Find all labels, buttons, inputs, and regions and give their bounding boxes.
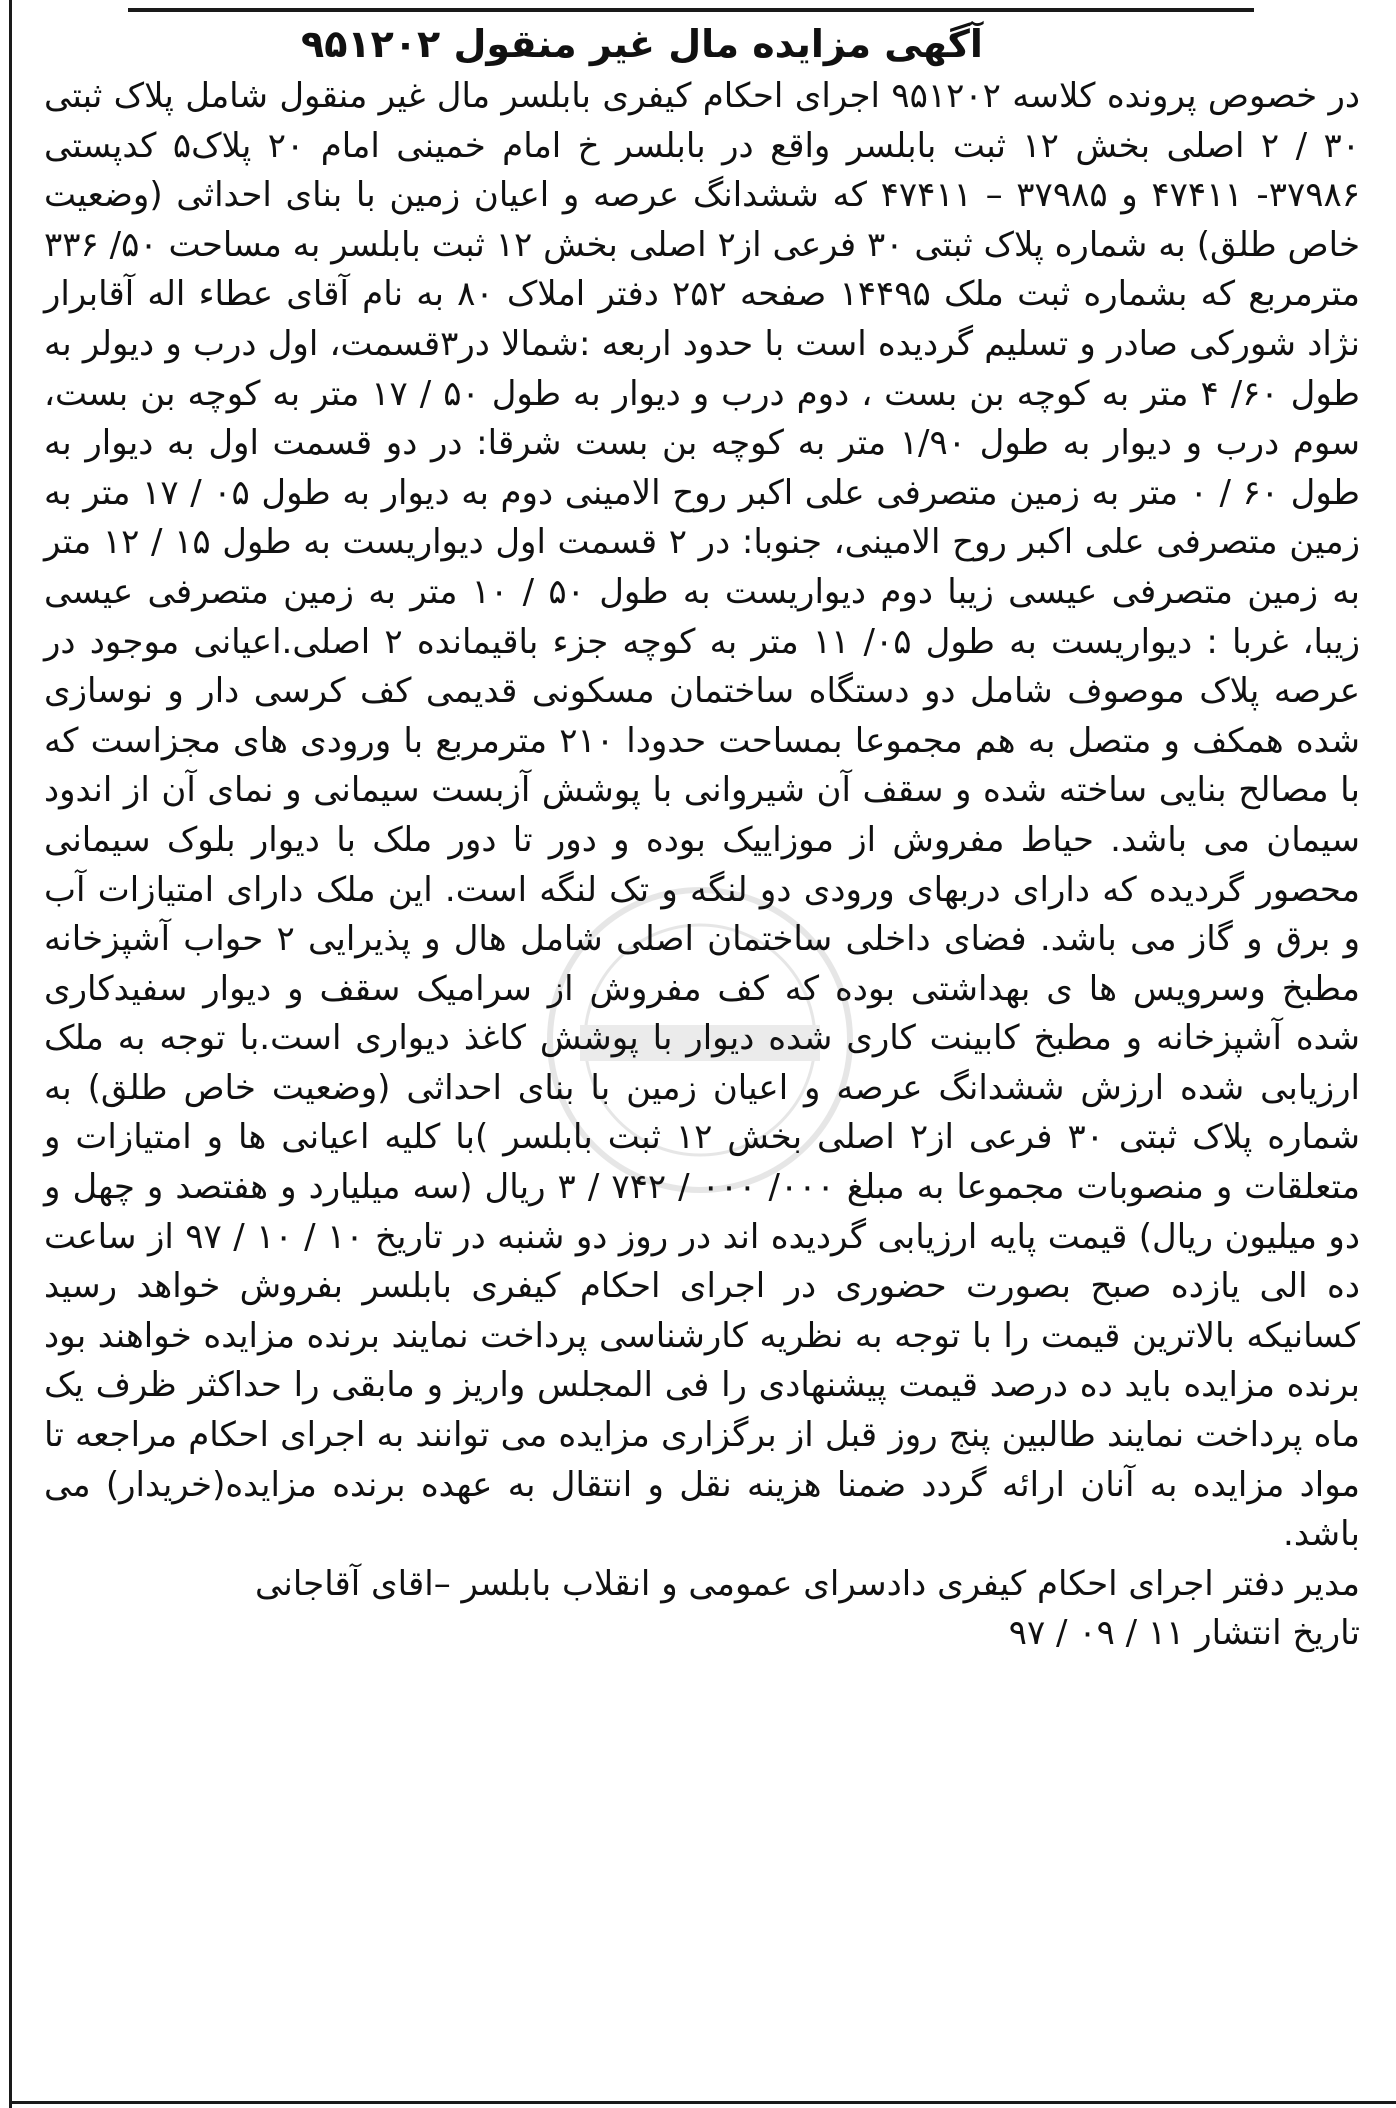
publish-date: تاریخ انتشار ۱۱ / ۰۹ / ۹۷: [1008, 1613, 1360, 1654]
notice-title: آگهی مزایده مال غیر منقول ۹۵۱۲۰۲: [301, 22, 983, 66]
bottom-border-rule: [9, 2101, 1396, 2104]
top-border-rule: [128, 8, 1254, 12]
left-border-rule: [9, 0, 12, 2108]
notice-body: در خصوص پرونده کلاسه ۹۵۱۲۰۲ اجرای احکام کیفری بابلسر مال غیر منقول شامل پلاک ثبتی ۳۰ / ۲ اصلی بخش ۱۲ ثبت بابلسر واقع در بابلسر خ امام خمینی امام ۲۰ پلاک۵ کدپستی ۳۷۹۸۶- ۴۷۴۱۱ و ۳۷۹۸۵ – ۴۷۴۱۱ که ششدانگ عرصه و اعیان زمین با بنای احداثی (وضعیت خاص طلق) به شماره پلاک ثبتی ۳۰ فرعی از۲ اصلی بخش ۱۲ ثبت بابلسر به مساحت ۵۰/ ۳۳۶ مترمربع که بشماره ثبت ملک ۱۴۴۹۵ صفحه ۲۵۲ دفتر املاک ۸۰ به نام آقای عطاء اله آقابرار نژاد شورکی صادر و تسلیم گردیده است با حدود اربعه :شمالا در۳قسمت، اول درب و دیولر به طول ۶۰/ ۴ متر به کوچه بن بست ، دوم درب و دیوار به طول ۵۰ / ۱۷ متر به کوچه بن بست، سوم درب و دیوار به طول ۱/۹۰ متر به کوچه بن بست شرقا: در دو قسمت اول به دیوار به طول ۶۰ / ۰ متر به زمین متصرفی علی اکبر روح الامینی دوم به دیوار به طول ۰۵ / ۱۷ متر به زمین متصرفی علی اکبر روح الامینی، جنوبا: در ۲ قسمت اول دیواریست به طول ۱۵ / ۱۲ متر به زمین متصرفی عیسی زیبا دوم دیواریست به طول ۵۰ / ۱۰ متر به زمین متصرفی عیسی زیبا، غربا : دیواریست به طول ۰۵/ ۱۱ متر به کوچه جزء باقیمانده ۲ اصلی.اعیانی موجود در عرصه پلاک موصوف شامل دو دستگاه ساختمان مسکونی قدیمی کف کرسی دار و نوسازی شده همکف و متصل به هم مجموعا بمساحت حدودا ۲۱۰ مترمربع با ورودی های مجزاست که با مصالح بنایی ساخته شده و سقف آن شیروانی با پوشش آزبست سیمانی و نمای آن از اندود سیمان می باشد. حیاط مفروش از موزاییک بوده و دور تا دور ملک با دیوار بلوک سیمانی محصور گردیده که دارای دربهای ورودی دو لنگه و تک لنگه است. این ملک دارای امتیازات آب و برق و گاز می باشد. فضای داخلی ساختمان اصلی شامل هال و پذیرایی ۲ حواب آشپزخانه مطبخ وسرویس ها ی بهداشتی بوده که کف مفروش از سرامیک سقف و دیوار سفیدکاری شده آشپزخانه و مطبخ کابینت کاری شده دیوار با پوشش کاغذ دیواری است.با توجه به ملک ارزیابی شده ارزش ششدانگ عرصه و اعیان زمین با بنای احداثی (وضعیت خاص طلق) به شماره پلاک ثبتی ۳۰ فرعی از۲ اصلی بخش ۱۲ ثبت بابلسر )با کلیه اعیانی ها و امتیازات و متعلقات و منصوبات مجموعا به مبلغ ۰۰۰/ ۰۰۰ / ۷۴۲ / ۳ ریال (سه میلیارد و هفتصد و چهل و دو میلیون ریال) قیمت پایه ارزیابی گردیده اند در روز دو شنبه در تاریخ ۱۰ / ۱۰ / ۹۷ از ساعت ده الی یازده صبح بصورت حضوری در اجرای احکام کیفری بابلسر بفروش خواهد رسید کسانیکه بالاترین قیمت را با توجه به نظریه کارشناسی پرداخت نمایند برنده مزایده خواهند بود برنده مزایده باید ده درصد قیمت پیشنهادی را فی المجلس واریز و مابقی را حداکثر ظرف یک ماه پرداخت نمایند طالبین پنج روز قبل از برگزاری مزایده می توانند به اجرای احکام مراجعه تا مواد مزایده به آنان ارائه گردد ضمنا هزینه نقل و انتقال به عهده برنده مزایده(خریدار) می باشد.: [44, 76, 1361, 1555]
notice-signature: مدیر دفتر اجرای احکام کیفری دادسرای عمومی و انقلاب بابلسر –اقای آقاجانی: [255, 1563, 1360, 1604]
auction-notice: [44, 16, 1360, 1659]
